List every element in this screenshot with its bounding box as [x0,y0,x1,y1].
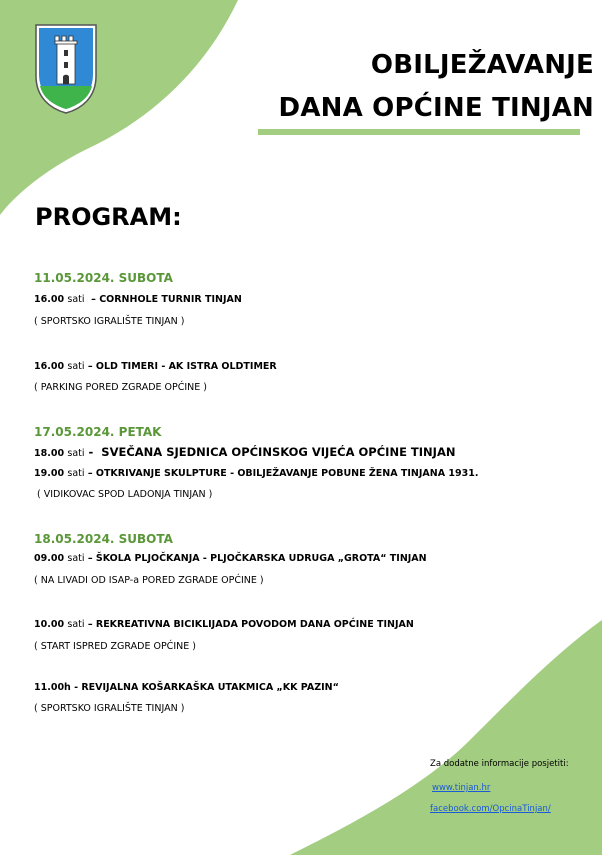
event-location: ( NA LIVADI OD ISAP-a PORED ZGRADE OPĆINE ) [34,575,264,586]
event-title [34,617,574,633]
day-date: 18.05.2024. SUBOTA [34,532,173,546]
program-heading: PROGRAM: [35,203,182,231]
event-time: 09.00 [34,553,65,564]
event-location: ( PARKING PORED ZGRADE OPĆINE ) [34,382,208,393]
day-block [34,270,574,396]
event-time: 16.00 [34,294,65,305]
event-item [34,292,574,330]
day-block [34,531,574,717]
event-time: 18.00 [34,448,65,459]
event-name: – OTKRIVANJE SKULPTURE - OBILJEŽAVANJE POBUNE ŽENA TINJANA 1931. [84,468,479,479]
municipal-crest-logo [35,24,97,114]
title-line-1: OBILJEŽAVANJE [370,50,594,80]
event-name: – REKREATIVNA BICIKLIJADA POVODOM DANA OPĆINE TINJAN [84,619,414,630]
event-time-unit: sati [67,448,85,459]
event-time: 16.00 [34,361,65,372]
event-name: – OLD TIMERI - AK ISTRA OLDTIMER [84,361,277,372]
event-name: – ŠKOLA PLJOČKANJA - PLJOČKARSKA UDRUGA „GROTA“ TINJAN [84,553,427,564]
event-item [34,444,574,462]
event-time-unit: sati [67,361,85,372]
event-time-unit: sati [67,294,85,305]
event-title [34,466,574,482]
facebook-link[interactable]: facebook.com/OpcinaTinjan/ [430,804,551,814]
event-item [34,466,574,503]
event-title [34,359,574,375]
event-time: 11.00h [34,682,71,693]
day-date: 11.05.2024. SUBOTA [34,271,173,285]
info-label: Za dodatne informacije posjetiti: [430,759,569,769]
event-title [34,444,574,462]
event-item [34,551,574,589]
event-item [34,680,574,717]
event-name: - REVIJALNA KOŠARKAŠKA UTAKMICA „KK PAZIN“ [70,682,339,693]
event-location: ( START ISPRED ZGRADE OPĆINE ) [34,641,196,652]
program-list [34,270,574,717]
event-item [34,359,574,396]
event-time-unit: sati [67,619,85,630]
event-title [34,551,574,567]
event-name: – CORNHOLE TURNIR TINJAN [84,294,242,305]
title-line-2: DANA OPĆINE TINJAN [278,93,594,123]
title-underline [258,129,580,135]
event-location: ( SPORTSKO IGRALIŠTE TINJAN ) [34,316,185,327]
event-name: - SVEČANA SJEDNICA OPĆINSKOG VIJEĆA OPĆINE TINJAN [84,445,456,459]
event-item [34,617,574,655]
event-location: ( VIDIKOVAC SPOD LADONJA TINJAN ) [34,489,213,500]
page-title [279,44,594,130]
event-title [34,680,574,696]
day-date: 17.05.2024. PETAK [34,425,162,439]
event-location: ( SPORTSKO IGRALIŠTE TINJAN ) [34,703,185,714]
contact-info [430,758,569,815]
event-time-unit: sati [67,553,85,564]
event-title [34,292,574,308]
website-link[interactable]: www.tinjan.hr [432,783,491,793]
event-time: 19.00 [34,468,65,479]
event-time: 10.00 [34,619,65,630]
day-block [34,424,574,503]
event-time-unit: sati [67,468,85,479]
